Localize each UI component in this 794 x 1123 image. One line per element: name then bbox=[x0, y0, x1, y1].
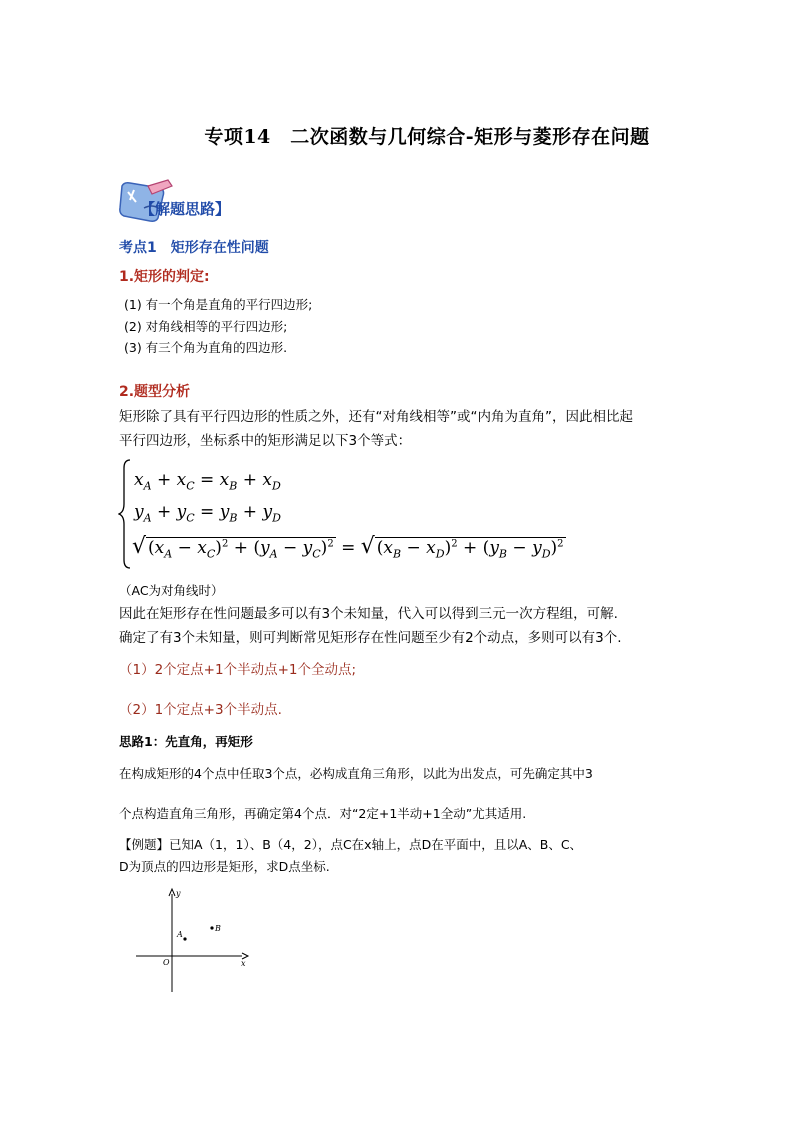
y-axis-label: y bbox=[176, 889, 181, 898]
equation-system bbox=[118, 458, 564, 570]
idea1-line-2: 个点构造直角三角形，再确定第4个点．对“2定+1半动+1全动”尤其适用. bbox=[119, 806, 527, 821]
idea1-line-1: 在构成矩形的4个点中任取3个点，必构成直角三角形，以此为出发点，可先确定其中3 bbox=[119, 766, 593, 781]
analysis-line-4: 确定了有3个未知量，则可判断常见矩形存在性问题至少有2个动点，多则可以有3个. bbox=[119, 630, 622, 646]
section2-heading: 2.题型分析 bbox=[119, 384, 191, 400]
analysis-line-3: 因此在矩形存在性问题最多可以有3个未知量，代入可以得到三元一次方程组，可解. bbox=[119, 606, 618, 622]
origin-label: O bbox=[163, 958, 170, 967]
left-brace bbox=[118, 458, 132, 570]
example-line-2: D为顶点的四边形是矩形，求D点坐标. bbox=[119, 859, 330, 874]
case-2: （2）1个定点+3个半动点. bbox=[119, 702, 282, 718]
point-a-label: A bbox=[177, 930, 183, 939]
criteria-item-1: (1) 有一个角是直角的平行四边形; bbox=[124, 297, 313, 312]
point-a bbox=[183, 937, 186, 940]
topic-heading: 考点1 矩形存在性问题 bbox=[119, 240, 269, 256]
point-b-label: B bbox=[215, 924, 221, 933]
case-1: （1）2个定点+1个半动点+1个全动点; bbox=[119, 662, 357, 678]
criteria-item-3: (3) 有三个角为直角的四边形. bbox=[124, 340, 288, 355]
criteria-item-2: (2) 对角线相等的平行四边形; bbox=[124, 319, 288, 334]
coordinate-figure bbox=[132, 886, 252, 996]
point-b bbox=[210, 926, 213, 929]
idea1-heading: 思路1：先直角，再矩形 bbox=[119, 734, 253, 749]
diagonal-note: （AC为对角线时） bbox=[119, 583, 224, 598]
analysis-line-1: 矩形除了具有平行四边形的性质之外，还有“对角线相等”或“内角为直角”，因此相比起 bbox=[119, 409, 633, 425]
equation-y: $y_A + y_C = y_B + y_D$ bbox=[134, 502, 281, 525]
page-title: 专项14 二次函数与几何综合-矩形与菱形存在问题 bbox=[204, 126, 650, 148]
section1-heading: 1.矩形的判定: bbox=[119, 269, 210, 285]
x-axis-label: x bbox=[241, 959, 246, 968]
equation-diagonal: √ $(x_A - x_C)^2 + (y_A - y_C)^2$ = √ $(x_B - x_D)^2 + (y_B - y_D)^2$ bbox=[132, 534, 564, 561]
solution-approach-badge bbox=[118, 178, 231, 228]
example-line-1: 【例题】已知A（1，1）、B（4，2），点C在x轴上，点D在平面中，且以A、B、C、 bbox=[119, 837, 583, 852]
badge-label: 【解题思路】 bbox=[140, 200, 231, 218]
equation-x: $x_A + x_C = x_B + x_D$ bbox=[134, 470, 281, 493]
analysis-line-2: 平行四边形，坐标系中的矩形满足以下3个等式： bbox=[119, 433, 412, 449]
